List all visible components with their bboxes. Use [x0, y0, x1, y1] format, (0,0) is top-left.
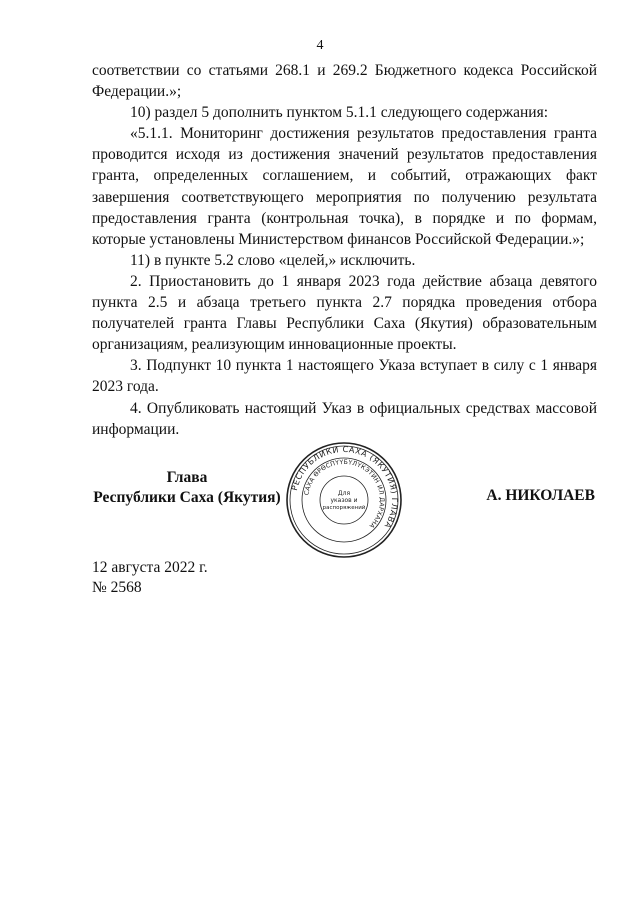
paragraph: 2. Приостановить до 1 января 2023 года действие абзаца девятого пункта 2.5 и абзаца третьего пункта 2.7 порядка проведения отбора получателей гранта Главы Республики Саха (Якутия) образовательным организациям, реализующим инновационные проекты.	[92, 272, 597, 354]
svg-text:РЕСПУБЛИКИ САХА (ЯКУТИЯ) ГЛАВА: РЕСПУБЛИКИ САХА (ЯКУТИЯ) ГЛАВА	[289, 444, 400, 530]
svg-text:САХА ӨРӨСПҮҮБҮЛҮКЭТИН ИЛ ДАРХА: САХА ӨРӨСПҮҮБҮЛҮКЭТИН ИЛ ДАРХАНА	[303, 458, 386, 530]
document-body	[92, 60, 597, 440]
svg-text:распоряжений: распоряжений	[322, 505, 366, 511]
paragraph: 11) в пункте 5.2 слово «целей,» исключить.	[130, 251, 416, 269]
paragraph: «5.1.1. Мониторинг достижения результатов предоставления гранта проводится исходя из достижения значений результатов предоставления гранта, определенных соглашением, и событий, отражающих факт завершения соответствующего мероприятия по получению результата предоставления гранта (контрольная точка), в порядке и по формам, которые установлены Министерством финансов Российской Федерации.»;	[92, 125, 597, 248]
signatory-name: А. НИКОЛАЕВ	[486, 487, 595, 504]
document-number: № 2568	[92, 579, 142, 596]
date-block	[92, 558, 208, 598]
paragraph: 3. Подпункт 10 пункта 1 настоящего Указа вступает в силу с 1 января 2023 года.	[92, 357, 597, 396]
paragraph: 10) раздел 5 дополнить пунктом 5.1.1 следующего содержания:	[130, 104, 549, 122]
signatory-title-line1: Глава	[166, 469, 208, 486]
paragraph: 4. Опубликовать настоящий Указ в официальных средствах массовой информации.	[92, 399, 597, 438]
svg-text:указов и: указов и	[330, 497, 358, 504]
seal-graphic	[284, 440, 404, 560]
official-seal	[284, 440, 404, 560]
document-date: 12 августа 2022 г.	[92, 559, 208, 576]
paragraph: соответствии со статьями 268.1 и 269.2 Бюджетного кодекса Российской Федерации.»;	[92, 62, 597, 101]
svg-text:Для: Для	[337, 490, 351, 497]
signatory-title	[92, 468, 282, 508]
page-number: 4	[316, 38, 324, 53]
signatory-title-line2: Республики Саха (Якутия)	[93, 489, 281, 506]
